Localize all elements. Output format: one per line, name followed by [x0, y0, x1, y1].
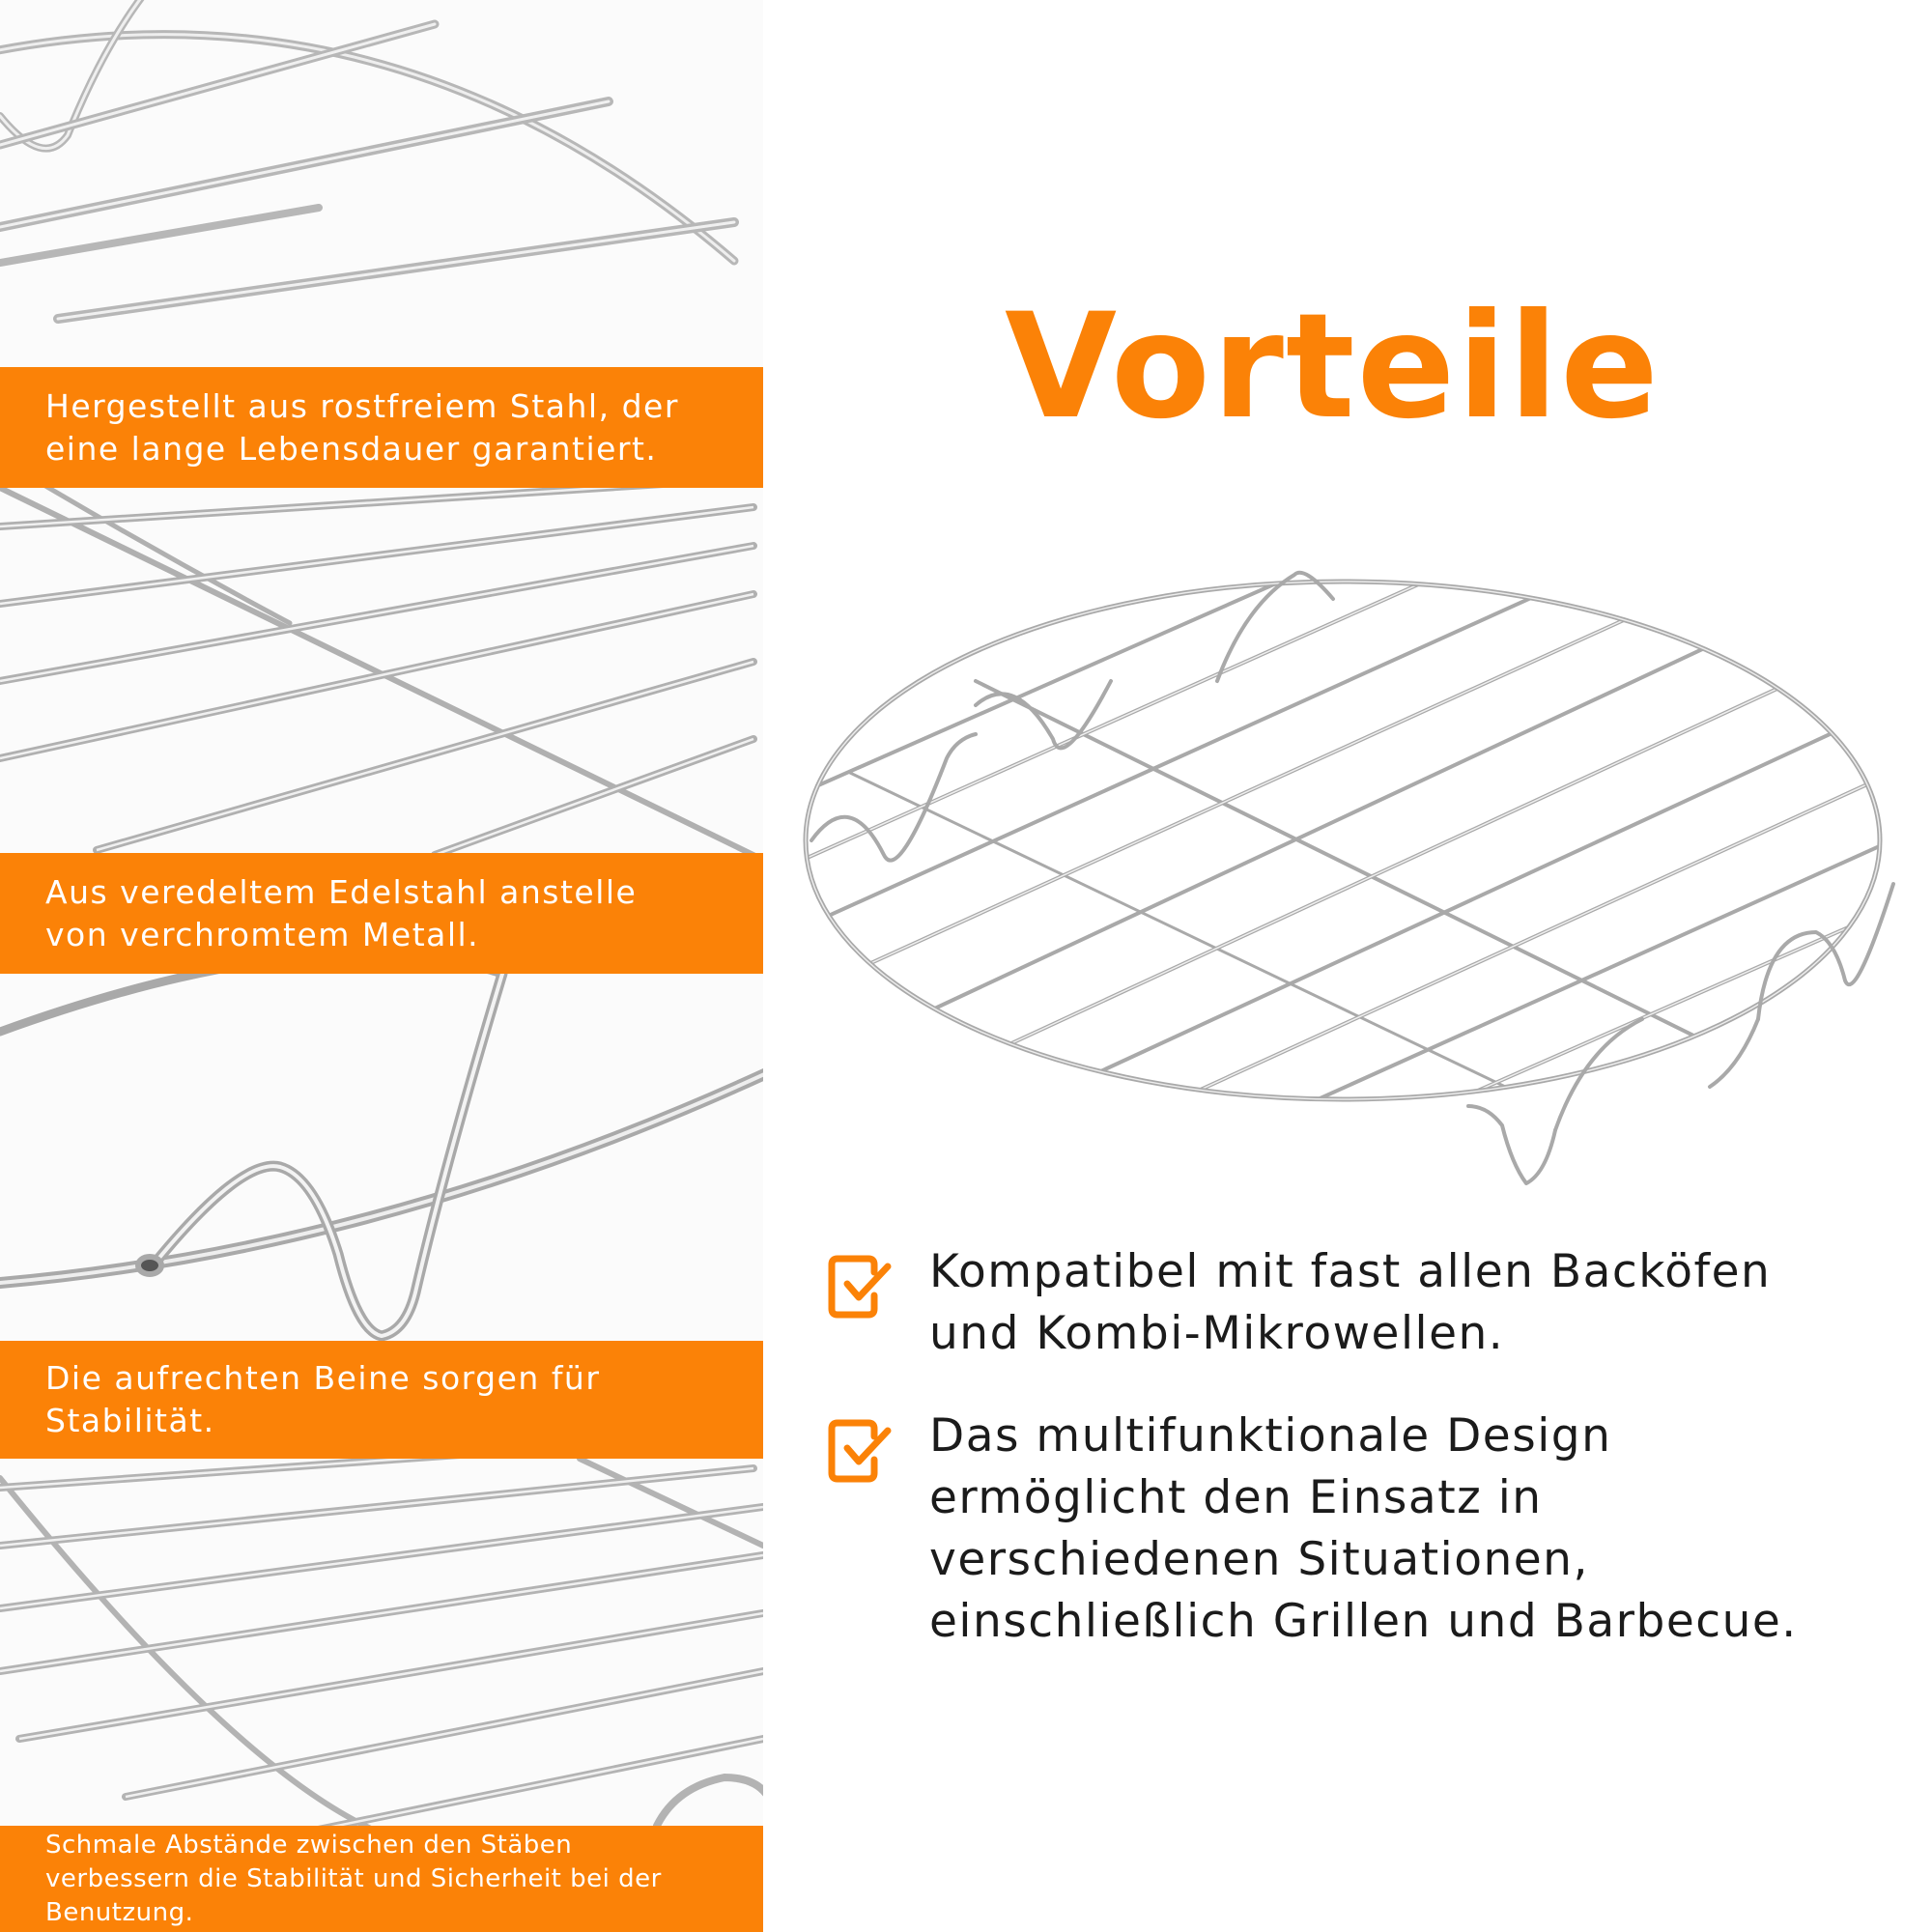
feature-banner-narrow-spacing	[0, 1826, 763, 1932]
banner-line: Aus veredeltem Edelstahl anstelle	[45, 872, 638, 911]
banner-line: von verchromtem Metall.	[45, 915, 480, 953]
feature-banner-refined-steel	[0, 853, 763, 974]
banner-line: eine lange Lebensdauer garantiert.	[45, 429, 658, 468]
round-rack-product-image	[792, 565, 1903, 1203]
benefit-line: verschiedenen Situationen,	[929, 1533, 1589, 1586]
rack-closeup-photo-rim	[0, 0, 763, 367]
benefit-line: Kompatibel mit fast allen Backöfen	[929, 1245, 1772, 1298]
rack-closeup-photo-bars	[0, 1459, 763, 1826]
checkbox-check-icon	[826, 1253, 894, 1321]
benefit-line: Das multifunktionale Design	[929, 1409, 1612, 1463]
banner-line: Stabilität.	[45, 1402, 215, 1439]
rack-closeup-photo-leg	[0, 974, 763, 1341]
benefit-text	[929, 1241, 1771, 1365]
benefit-item	[826, 1241, 1771, 1365]
benefit-item	[826, 1406, 1798, 1653]
rack-closeup-photo-grid	[0, 488, 763, 853]
benefit-text	[929, 1406, 1798, 1653]
feature-banner-stainless-steel	[0, 367, 763, 488]
page-title: Vorteile	[1005, 283, 1661, 451]
benefit-line: einschließlich Grillen und Barbecue.	[929, 1595, 1798, 1648]
banner-line: Hergestellt aus rostfreiem Stahl, der	[45, 386, 679, 425]
feature-banner-upright-legs	[0, 1341, 763, 1459]
banner-line: Benutzung.	[45, 1897, 194, 1927]
benefit-line: ermöglicht den Einsatz in	[929, 1471, 1543, 1524]
checkbox-check-icon	[826, 1417, 894, 1485]
banner-line: Die aufrechten Beine sorgen für	[45, 1359, 601, 1397]
closeup-photo-column	[0, 0, 763, 1932]
benefit-line: und Kombi-Mikrowellen.	[929, 1307, 1505, 1360]
banner-line: verbessern die Stabilität und Sicherheit bei der	[45, 1863, 662, 1893]
banner-line: Schmale Abstände zwischen den Stäben	[45, 1830, 573, 1860]
